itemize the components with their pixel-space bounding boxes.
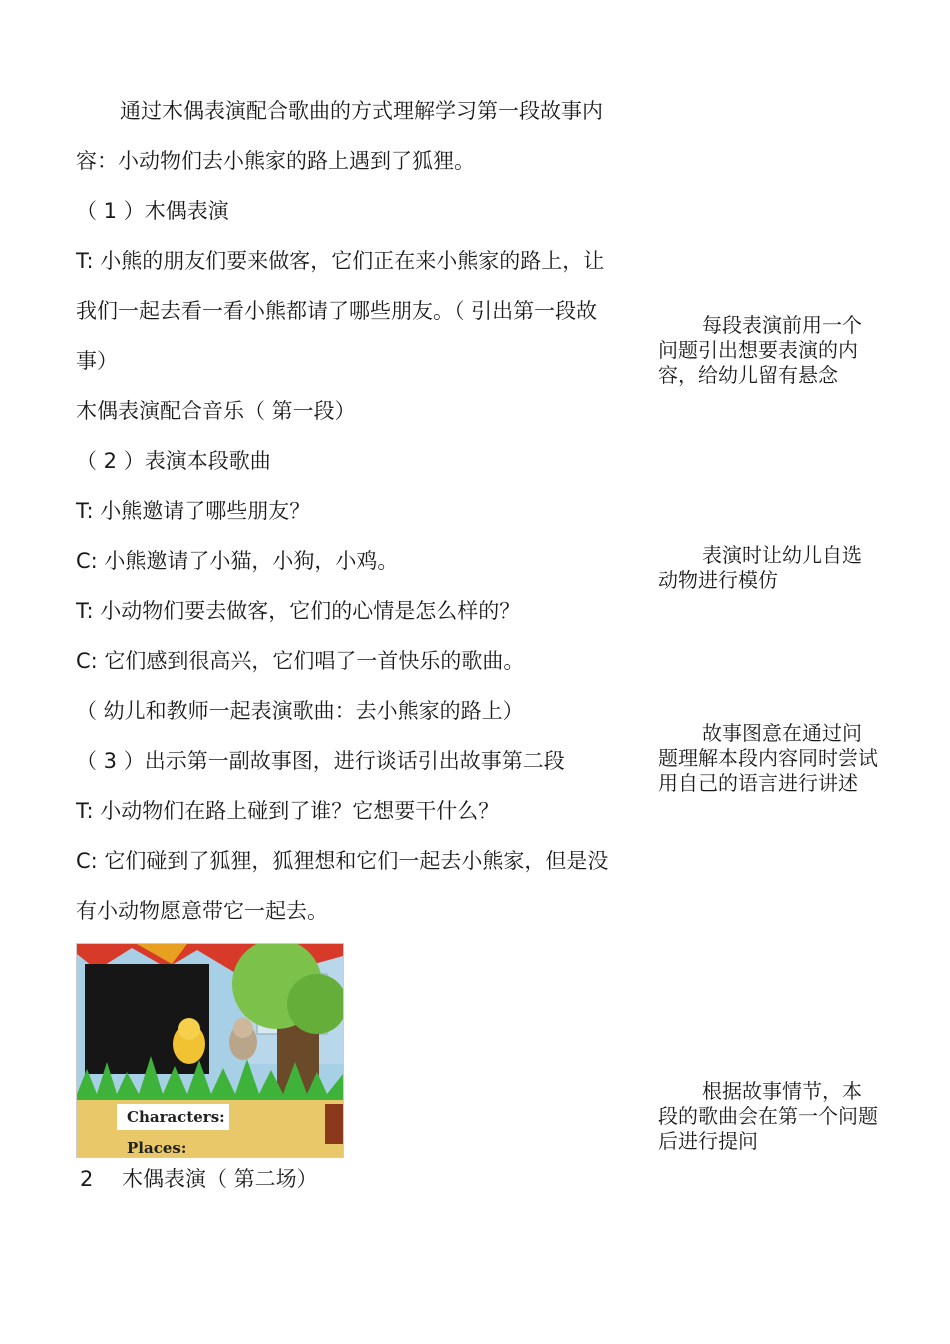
side-note-first-line: 表演时让幼儿自选	[702, 543, 862, 567]
paragraph-line: T: 小熊的朋友们要来做客，它们正在来小熊家的路上，让	[76, 249, 605, 273]
side-note	[658, 721, 888, 796]
paragraph-line: T: 小动物们在路上碰到了谁？它想要干什么？	[76, 799, 500, 823]
figure-caption-text: 木偶表演（ 第二场）	[122, 1167, 318, 1191]
paragraph-line: 我们一起去看一看小熊都请了哪些朋友。（ 引出第一段故	[76, 299, 598, 323]
side-note-first-line: 根据故事情节，本	[702, 1079, 862, 1103]
paragraph-line: （ 3 ）出示第一副故事图，进行谈话引出故事第二段	[76, 749, 565, 773]
figure-caption	[80, 1162, 318, 1196]
side-note-rest: 题理解本段内容同时尝试用自己的语言进行讲述	[658, 746, 878, 795]
side-note-rest: 问题引出想要表演的内容，给幼儿留有悬念	[658, 338, 858, 387]
paragraph-line: 通过木偶表演配合歌曲的方式理解学习第一段故事内	[120, 99, 603, 123]
side-note-first-line: 每段表演前用一个	[702, 313, 862, 337]
paragraph-line: T: 小动物们要去做客，它们的心情是怎么样的？	[76, 599, 521, 623]
puppet-show-photo	[76, 943, 344, 1158]
sign-text: Characters:	[127, 1108, 225, 1126]
paragraph-line: 容：小动物们去小熊家的路上遇到了狐狸。	[76, 149, 475, 173]
figure-number: 2	[80, 1167, 94, 1191]
side-note	[658, 313, 888, 388]
paragraph-line: （ 2 ）表演本段歌曲	[76, 449, 271, 473]
paragraph-line: 木偶表演配合音乐（ 第一段）	[76, 399, 356, 423]
side-note-first-line: 故事图意在通过问	[702, 721, 862, 745]
paragraph-line: T: 小熊邀请了哪些朋友？	[76, 499, 311, 523]
paragraph-line: C: 小熊邀请了小猫，小狗，小鸡。	[76, 549, 399, 573]
paragraph-line: （ 1 ）木偶表演	[76, 199, 229, 223]
paragraph-line: 有小动物愿意带它一起去。	[76, 899, 328, 923]
side-note-rest: 段的歌曲会在第一个问题后进行提问	[658, 1104, 878, 1153]
side-note	[658, 1079, 888, 1154]
paragraph-line: C: 它们碰到了狐狸，狐狸想和它们一起去小熊家，但是没	[76, 849, 609, 873]
sign-text-2: Places:	[127, 1139, 187, 1157]
paragraph-line: 事）	[76, 349, 118, 373]
puppet-stage-illustration	[77, 944, 343, 1157]
side-note-rest: 动物进行模仿	[658, 568, 778, 592]
paragraph-line: C: 它们感到很高兴，它们唱了一首快乐的歌曲。	[76, 649, 525, 673]
side-note	[658, 543, 888, 593]
main-text	[76, 86, 646, 936]
paragraph-line: （ 幼儿和教师一起表演歌曲：去小熊家的路上）	[76, 699, 524, 723]
